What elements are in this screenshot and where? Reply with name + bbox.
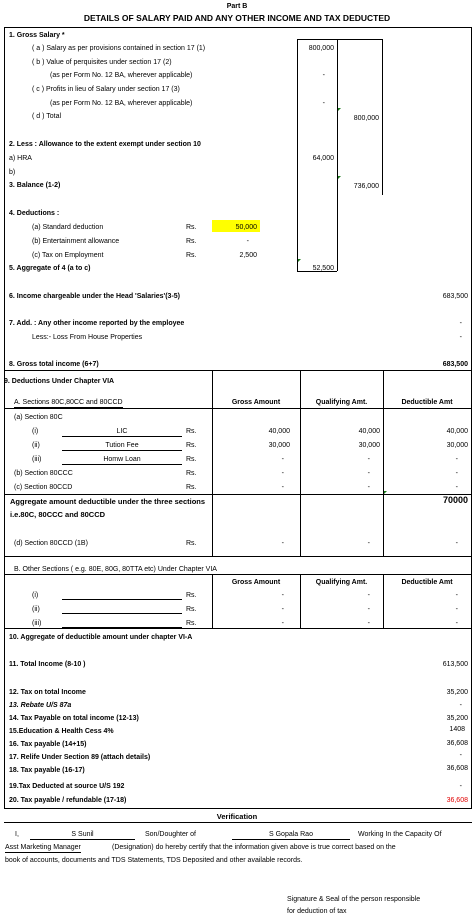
house-property-label: Less:- Loss From House Properties xyxy=(32,334,143,341)
tax-payable-total-label: 14. Tax Payable on total income (12-13) xyxy=(9,715,139,722)
verification-heading: Verification xyxy=(216,812,258,821)
row-index: (iii) xyxy=(32,456,42,463)
rule xyxy=(471,27,472,808)
col-deductible-amount: Deductible Amt xyxy=(401,579,453,586)
section-b-label: B. Other Sections ( e.g. 80E, 80G, 80TTA etc) Under Chapter VIA xyxy=(14,566,217,573)
cell-marker xyxy=(338,176,341,179)
father-name[interactable]: S Gopala Rao xyxy=(232,830,350,840)
certification-line-1: (Designation) do hereby certify that the information given above is true correct based on the xyxy=(112,844,396,851)
qualifying-amount-value: - xyxy=(367,484,370,491)
rule xyxy=(4,494,472,495)
entertainment-label: (b) Entertainment allowance xyxy=(32,238,120,245)
aggregate-chapter-via-label: 10. Aggregate of deductible amount under chapter VI-A xyxy=(9,634,193,641)
signature-line-2: for deduction of tax xyxy=(287,908,347,915)
tax-refundable-value: 36,608 xyxy=(446,797,468,804)
gross-amount-value: 40,000 xyxy=(268,428,290,435)
rule xyxy=(4,408,472,409)
section-80ccc-label: (b) Section 80CCC xyxy=(14,470,73,477)
gross-salary-heading: 1. Gross Salary * xyxy=(9,32,65,39)
relief-89-value: - xyxy=(459,752,462,759)
relief-89-label: 17. Relife Under Section 89 (attach details) xyxy=(9,754,151,761)
qualifying-amount-value: - xyxy=(367,606,370,613)
deductible-amount-value: 40,000 xyxy=(446,428,468,435)
verification-i: I, xyxy=(15,831,19,838)
education-cess-value: 1408 xyxy=(449,726,465,733)
rule xyxy=(297,39,382,40)
rule xyxy=(4,628,472,629)
blank-entry-line[interactable] xyxy=(62,599,182,600)
investment-name[interactable]: Tution Fee xyxy=(62,441,182,451)
aggregate-4-label: 5. Aggregate of 4 (a to c) xyxy=(9,265,91,272)
rs-label: Rs. xyxy=(186,540,197,547)
section-a-label: A. Sections 80C,80CC and 80CCD xyxy=(14,399,123,406)
rule xyxy=(4,370,472,371)
row-index: (iii) xyxy=(32,620,42,627)
investment-name[interactable]: Homw Loan xyxy=(62,455,182,465)
rs-label: Rs. xyxy=(186,428,197,435)
designation[interactable]: Asst Marketing Manager xyxy=(5,844,81,851)
row-index: (i) xyxy=(32,592,39,599)
section-80ccd-1b-label: (d) Section 80CCD (1B) xyxy=(14,540,88,547)
investment-name[interactable]: LIC xyxy=(62,427,182,437)
tax-on-total-income-value: 35,200 xyxy=(446,689,468,696)
blank-entry-line[interactable] xyxy=(62,613,182,614)
rs-label: Rs. xyxy=(186,238,197,245)
qualifying-amount-value: - xyxy=(367,540,370,547)
row-index: (i) xyxy=(32,428,39,435)
cell-marker xyxy=(338,108,341,111)
signature-line-1: Signature & Seal of the person responsible xyxy=(287,896,421,903)
qualifying-amount-value: - xyxy=(367,456,370,463)
profits-note: (as per Form No. 12 BA, wherever applicable) xyxy=(50,100,193,107)
col-gross-amount: Gross Amount xyxy=(231,399,281,406)
rs-label: Rs. xyxy=(186,224,197,231)
tax-on-total-income-label: 12. Tax on total Income xyxy=(9,689,86,696)
qualifying-amount-value: 30,000 xyxy=(358,442,380,449)
rs-label: Rs. xyxy=(186,620,197,627)
employee-name[interactable]: S Sunil xyxy=(30,830,135,840)
rs-label: Rs. xyxy=(186,592,197,599)
gross-total-income-value: 683,500 xyxy=(442,361,468,368)
perquisites-note: (as per Form No. 12 BA, wherever applicable) xyxy=(50,72,193,79)
hra-label: a) HRA xyxy=(9,155,32,162)
deductible-amount-value: 30,000 xyxy=(446,442,468,449)
gross-amount-value: - xyxy=(281,470,284,477)
income-salaries-label: 6. Income chargeable under the Head 'Salaries'(3-5) xyxy=(9,293,181,300)
rs-label: Rs. xyxy=(186,252,197,259)
entertainment-value: - xyxy=(246,238,249,245)
profits-value: - xyxy=(322,100,325,107)
gross-amount-value: - xyxy=(281,484,284,491)
rule xyxy=(4,822,472,823)
rule xyxy=(4,808,472,809)
section-80ccd-label: (c) Section 80CCD xyxy=(14,484,73,491)
capacity-label: Working In the Capacity Of xyxy=(358,831,442,838)
hra-value: 64,000 xyxy=(312,155,334,162)
gross-amount-value: - xyxy=(281,592,284,599)
rs-label: Rs. xyxy=(186,470,197,477)
page-title: DETAILS OF SALARY PAID AND ANY OTHER INCOME AND TAX DEDUCTED xyxy=(83,13,391,23)
tax-refundable-label: 20. Tax payable / refundable (17-18) xyxy=(9,797,127,804)
total-label: ( d ) Total xyxy=(32,113,62,120)
standard-deduction-label: (a) Standard deduction xyxy=(32,224,104,231)
total-income-value: 613,500 xyxy=(442,661,468,668)
col-gross-amount: Gross Amount xyxy=(231,579,281,586)
balance-value: 736,000 xyxy=(353,183,379,190)
part-label: Part B xyxy=(226,3,248,10)
rs-label: Rs. xyxy=(186,484,197,491)
cell-marker xyxy=(384,491,387,494)
deductible-amount-value: - xyxy=(455,456,458,463)
cell-marker xyxy=(298,259,301,262)
allowance-b-label: b) xyxy=(9,169,16,176)
education-cess-label: 15.Education & Health Cess 4% xyxy=(9,728,114,735)
col-qualifying-amount: Qualifying Amt. xyxy=(315,579,368,586)
deductible-amount-value: - xyxy=(455,620,458,627)
qualifying-amount-value: 40,000 xyxy=(358,428,380,435)
rebate-87a-value: - xyxy=(459,702,462,709)
section-80c-label: (a) Section 80C xyxy=(14,414,63,421)
col-qualifying-amount: Qualifying Amt. xyxy=(315,399,368,406)
allowance-heading: 2. Less : Allowance to the extent exempt under section 10 xyxy=(9,141,201,148)
aggregate-three-sections-value: 70000 xyxy=(442,495,468,505)
rule xyxy=(4,556,472,557)
gross-amount-value: - xyxy=(281,606,284,613)
rs-label: Rs. xyxy=(186,442,197,449)
tax-on-employment-label: (c) Tax on Employment xyxy=(32,252,104,259)
tds-192-value: - xyxy=(459,783,462,790)
salary-17-1-label: ( a ) Salary as per provisions contained in section 17 (1) xyxy=(32,45,206,52)
other-income-value: - xyxy=(459,320,462,327)
profits-label: ( c ) Profits in lieu of Salary under section 17 (3) xyxy=(32,86,180,93)
rule xyxy=(337,39,338,271)
income-salaries-value: 683,500 xyxy=(442,293,468,300)
house-property-value: - xyxy=(459,334,462,341)
gross-amount-value: - xyxy=(281,540,284,547)
tax-payable-16-label: 16. Tax payable (14+15) xyxy=(9,741,87,748)
tax-payable-18-value: 36,608 xyxy=(446,765,468,772)
tds-192-label: 19.Tax Deducted at source U/S 192 xyxy=(9,783,125,790)
deductible-amount-value: - xyxy=(455,470,458,477)
qualifying-amount-value: - xyxy=(367,620,370,627)
deductible-amount-value: - xyxy=(455,484,458,491)
standard-deduction-value[interactable]: 50,000 xyxy=(235,224,257,231)
gross-amount-value: - xyxy=(281,456,284,463)
tax-on-employment-value: 2,500 xyxy=(239,252,257,259)
salary-17-1-value: 800,000 xyxy=(308,45,334,52)
aggregate-4-value: 52,500 xyxy=(312,265,334,272)
deductible-amount-value: - xyxy=(455,540,458,547)
col-deductible-amount: Deductible Amt xyxy=(401,399,453,406)
balance-label: 3. Balance (1-2) xyxy=(9,182,61,189)
tax-payable-18-label: 18. Tax payable (16-17) xyxy=(9,767,85,774)
chapter-via-heading: 9. Deductions Under Chapter VIA xyxy=(4,378,115,385)
qualifying-amount-value: - xyxy=(367,470,370,477)
rule xyxy=(4,574,472,575)
rule xyxy=(382,39,383,195)
rule xyxy=(4,27,472,28)
perquisites-value: - xyxy=(322,72,325,79)
row-index: (ii) xyxy=(32,442,40,449)
certification-line-2: book of accounts, documents and TDS Statements, TDS Deposited and other available records. xyxy=(5,857,303,864)
blank-entry-line[interactable] xyxy=(62,627,182,628)
son-of-label: Son/Doughter of xyxy=(145,831,196,838)
deductions-heading: 4. Deductions : xyxy=(9,210,60,217)
other-income-label: 7. Add. : Any other income reported by the employee xyxy=(9,320,185,327)
aggregate-three-sections-label: Aggregate amount deductible under the three sections xyxy=(10,497,206,506)
rs-label: Rs. xyxy=(186,456,197,463)
rule xyxy=(4,27,5,808)
perquisites-label: ( b ) Value of perquisites under section 17 (2) xyxy=(32,59,172,66)
gross-amount-value: - xyxy=(281,620,284,627)
deductible-amount-value: - xyxy=(455,592,458,599)
deductible-amount-value: - xyxy=(455,606,458,613)
qualifying-amount-value: - xyxy=(367,592,370,599)
tax-payable-total-value: 35,200 xyxy=(446,715,468,722)
aggregate-three-sections-note: i.e.80C, 80CCC and 80CCD xyxy=(10,510,106,519)
rebate-87a-label: 13. Rebate U/S 87a xyxy=(9,702,72,709)
gross-total-income-label: 8. Gross total income (6+7) xyxy=(9,361,99,368)
rs-label: Rs. xyxy=(186,606,197,613)
tax-payable-16-value: 36,608 xyxy=(446,740,468,747)
total-value: 800,000 xyxy=(353,115,379,122)
gross-amount-value: 30,000 xyxy=(268,442,290,449)
total-income-label: 11. Total Income (8-10 ) xyxy=(9,661,86,668)
row-index: (ii) xyxy=(32,606,40,613)
